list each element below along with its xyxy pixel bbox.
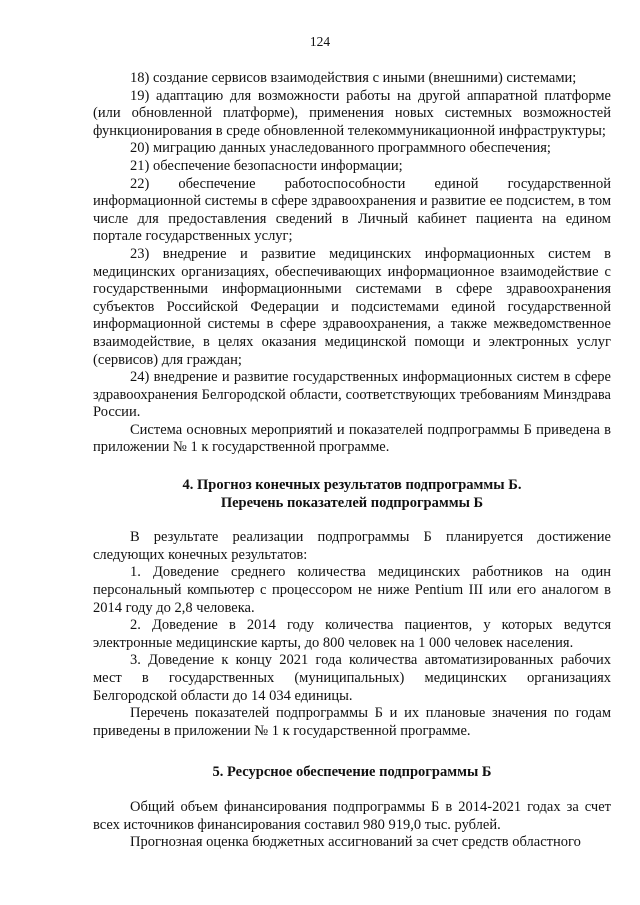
system-note-paragraph: Система основных мероприятий и показателей подпрограммы Б приведена в приложении № 1 к государственной программе. xyxy=(93,421,611,456)
list-item-18: 18) создание сервисов взаимодействия с иными (внешними) системами; xyxy=(130,70,577,86)
page-body xyxy=(93,70,611,852)
section-4-heading-line-2: Перечень показателей подпрограммы Б xyxy=(220,494,484,511)
list-item-22: 22) обеспечение работоспособности единой государственной информационной системы в сфере здравоохранения и развитие ее подсистем, в том числе для предоставления сведений в Личный кабинет пациента на едином портале государственных услуг; xyxy=(93,175,611,245)
list-item-21: 21) обеспечение безопасности информации; xyxy=(130,157,403,174)
section-4-intro: В результате реализации подпрограммы Б планируется достижение следующих конечных результатов: xyxy=(93,529,611,563)
list-item-19: 19) адаптацию для возможности работы на другой аппаратной платформе (или обновленной платформе), применения новых системных возможностей функционирования в среде обновленной телекоммуникационной инфраструктуры; xyxy=(93,87,611,139)
list-item-24: 24) внедрение и развитие государственных информационных систем в сфере здравоохранения Белгородской области, соответствующих требованиям Минздрава России. xyxy=(93,369,611,421)
section-4-closing: Перечень показателей подпрограммы Б и их плановые значения по годам приведены в приложении № 1 к государственной программе. xyxy=(93,705,611,739)
result-item-2: 2. Доведение в 2014 году количества пациентов, у которых ведутся электронные медицинские карты, до 800 человек на 1 000 человек населения. xyxy=(93,617,611,651)
result-item-1: 1. Доведение среднего количества медицинских работников на один персональный компьютер с процессором не ниже Pentium III или его аналогом в 2014 году до 2,8 человека. xyxy=(93,564,611,616)
result-item-3: 3. Доведение к концу 2021 года количества автоматизированных рабочих мест в государственных (муниципальных) медицинских организациях Белгородской области до 14 034 единицы. xyxy=(93,652,611,704)
section-5-paragraph-1: Общий объем финансирования подпрограммы Б в 2014-2021 годах за счет всех источников финансирования составил 980 919,0 тыс. рублей. xyxy=(93,798,611,833)
page-number: 124 xyxy=(309,34,331,49)
section-5-heading: 5. Ресурсное обеспечение подпрограммы Б xyxy=(212,764,492,781)
section-4-heading-line-1: 4. Прогноз конечных результатов подпрограммы Б. xyxy=(182,477,522,494)
list-item-20: 20) миграцию данных унаследованного программного обеспечения; xyxy=(130,140,551,157)
list-item-23: 23) внедрение и развитие медицинских информационных систем в медицинских организациях, обеспечивающих информационное взаимодействие с государственными информационными системами в сфере здравоохранения субъектов Российской Федерации и подсистемами единой государственной информационной системы в сфере здравоохранения, а также межведомственное взаимодействие, в целях оказания медицинской помощи и электронных услуг (сервисов) для граждан; xyxy=(93,245,611,368)
section-5-paragraph-2: Прогнозная оценка бюджетных ассигнований за счет средств областного xyxy=(130,834,581,851)
